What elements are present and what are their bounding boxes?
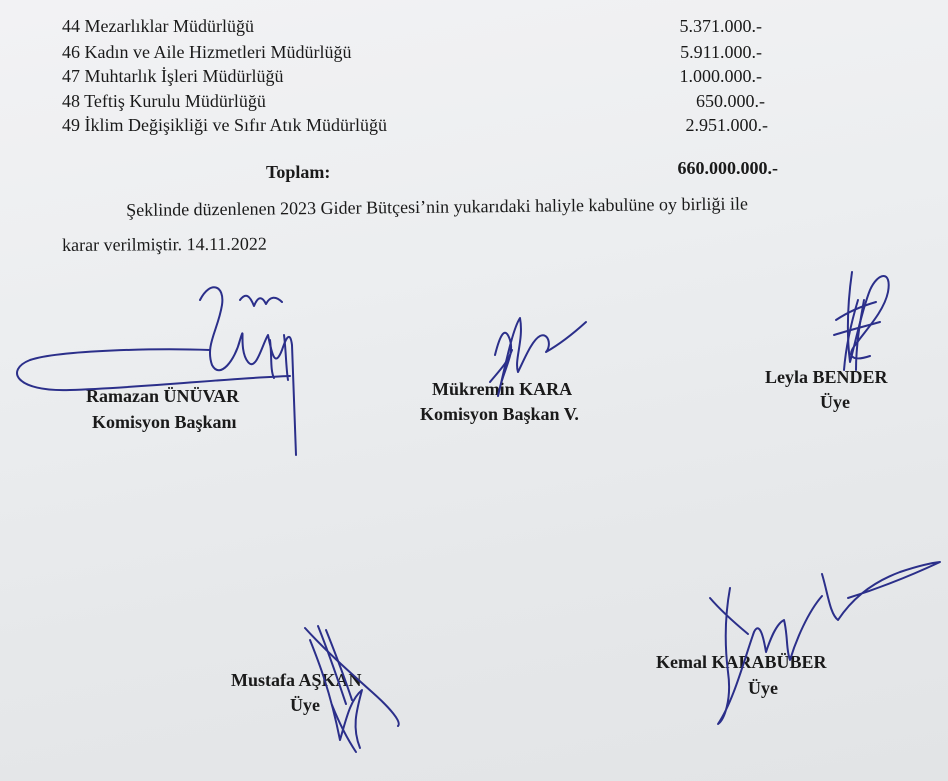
signatory-title: Komisyon Başkan V. xyxy=(420,404,579,424)
budget-line-name: 48 Teftiş Kurulu Müdürlüğü xyxy=(62,91,266,111)
decision-paragraph-line1: Şeklinde düzenlenen 2023 Gider Bütçesi’nin yukarıdaki haliyle kabulüne oy birliği ile xyxy=(126,193,749,220)
signatory-title: Üye xyxy=(290,695,320,715)
signatory-title: Komisyon Başkanı xyxy=(92,412,237,432)
signatory-name: Mükremin KARA xyxy=(432,379,573,399)
budget-line-amount: 2.951.000.- xyxy=(685,115,768,135)
signatory-name: Leyla BENDER xyxy=(765,367,888,387)
budget-line-amount: 650.000.- xyxy=(696,91,765,111)
signatory-title: Üye xyxy=(820,392,850,412)
total-amount: 660.000.000.- xyxy=(677,158,778,178)
total-label: Toplam: xyxy=(266,162,331,182)
budget-line-name: 49 İklim Değişikliği ve Sıfır Atık Müdürlüğü xyxy=(62,115,387,135)
signatory-name: Kemal KARABÜBER xyxy=(656,652,827,672)
budget-line-amount: 1.000.000.- xyxy=(679,66,762,86)
budget-line-name: 44 Mezarlıklar Müdürlüğü xyxy=(62,16,254,36)
budget-line-name: 47 Muhtarlık İşleri Müdürlüğü xyxy=(62,66,284,86)
budget-line-name: 46 Kadın ve Aile Hizmetleri Müdürlüğü xyxy=(62,42,352,62)
budget-line-amount: 5.911.000.- xyxy=(680,42,762,62)
budget-line-amount: 5.371.000.- xyxy=(679,16,762,36)
signatory-name: Ramazan ÜNÜVAR xyxy=(86,386,240,406)
signatory-name: Mustafa AŞKAN xyxy=(231,670,362,690)
signatory-title: Üye xyxy=(748,678,778,698)
decision-paragraph-line2: karar verilmiştir. 14.11.2022 xyxy=(62,233,267,255)
